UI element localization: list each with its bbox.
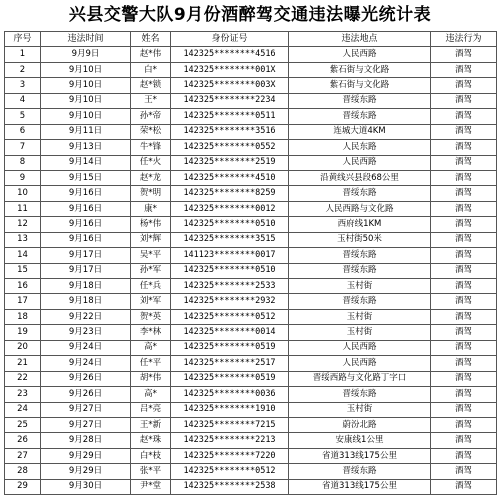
cell-violation: 酒驾 — [431, 47, 497, 62]
cell-index: 25 — [5, 417, 41, 432]
cell-location: 人民西路 — [289, 356, 431, 371]
table-row — [5, 155, 497, 170]
cell-index: 7 — [5, 140, 41, 155]
table-header-row — [5, 32, 497, 47]
cell-index: 12 — [5, 217, 41, 232]
cell-index: 18 — [5, 309, 41, 324]
cell-date: 9月9日 — [41, 47, 131, 62]
cell-location: 连城大道4KM — [289, 124, 431, 139]
cell-id-number: 142325********0510 — [171, 263, 289, 278]
cell-date: 9月30日 — [41, 479, 131, 494]
cell-index: 6 — [5, 124, 41, 139]
cell-date: 9月14日 — [41, 155, 131, 170]
cell-index: 13 — [5, 232, 41, 247]
cell-id-number: 142325********0519 — [171, 340, 289, 355]
cell-name: 李*林 — [131, 325, 171, 340]
cell-id-number: 142325********0014 — [171, 325, 289, 340]
cell-violation: 酒驾 — [431, 140, 497, 155]
cell-id-number: 141123********0017 — [171, 248, 289, 263]
cell-location: 西府线1KM — [289, 217, 431, 232]
cell-index: 10 — [5, 186, 41, 201]
cell-date: 9月18日 — [41, 279, 131, 294]
cell-name: 刘*军 — [131, 294, 171, 309]
cell-date: 9月29日 — [41, 464, 131, 479]
cell-name: 任*火 — [131, 155, 171, 170]
header-violation: 违法行为 — [431, 32, 497, 47]
table-row — [5, 62, 497, 77]
cell-name: 尹*堂 — [131, 479, 171, 494]
table-row — [5, 325, 497, 340]
cell-name: 赵*龙 — [131, 170, 171, 185]
cell-violation: 酒驾 — [431, 402, 497, 417]
cell-location: 玉村街50米 — [289, 232, 431, 247]
cell-index: 23 — [5, 387, 41, 402]
cell-date: 9月10日 — [41, 109, 131, 124]
cell-location: 人民西路与文化路 — [289, 201, 431, 216]
cell-violation: 酒驾 — [431, 186, 497, 201]
cell-violation: 酒驾 — [431, 93, 497, 108]
table-row — [5, 124, 497, 139]
cell-id-number: 142325********7215 — [171, 417, 289, 432]
cell-location: 晋绥东路 — [289, 109, 431, 124]
cell-date: 9月22日 — [41, 309, 131, 324]
cell-violation: 酒驾 — [431, 340, 497, 355]
cell-date: 9月10日 — [41, 62, 131, 77]
table-row — [5, 263, 497, 278]
cell-id-number: 142325********0512 — [171, 309, 289, 324]
cell-violation: 酒驾 — [431, 170, 497, 185]
cell-date: 9月17日 — [41, 248, 131, 263]
cell-id-number: 142325********3516 — [171, 124, 289, 139]
cell-id-number: 142325********0519 — [171, 371, 289, 386]
cell-violation: 酒驾 — [431, 232, 497, 247]
table-row — [5, 248, 497, 263]
table-row — [5, 217, 497, 232]
cell-name: 王* — [131, 93, 171, 108]
table-body — [5, 47, 497, 495]
cell-name: 白* — [131, 62, 171, 77]
table-row — [5, 387, 497, 402]
cell-id-number: 142325********4516 — [171, 47, 289, 62]
cell-date: 9月16日 — [41, 201, 131, 216]
cell-id-number: 142325********0512 — [171, 464, 289, 479]
cell-id-number: 142325********2213 — [171, 433, 289, 448]
cell-name: 孙*军 — [131, 263, 171, 278]
cell-id-number: 142325********8259 — [171, 186, 289, 201]
table-row — [5, 78, 497, 93]
cell-id-number: 142325********3515 — [171, 232, 289, 247]
cell-name: 孙*帝 — [131, 109, 171, 124]
cell-index: 16 — [5, 279, 41, 294]
cell-location: 蔚汾北路 — [289, 417, 431, 432]
cell-name: 任*平 — [131, 356, 171, 371]
cell-date: 9月11日 — [41, 124, 131, 139]
cell-name: 贺*英 — [131, 309, 171, 324]
cell-date: 9月10日 — [41, 78, 131, 93]
cell-violation: 酒驾 — [431, 356, 497, 371]
cell-index: 28 — [5, 464, 41, 479]
cell-index: 19 — [5, 325, 41, 340]
cell-location: 晋绥东路 — [289, 387, 431, 402]
cell-location: 省道313线175公里 — [289, 479, 431, 494]
cell-name: 牛*锋 — [131, 140, 171, 155]
cell-name: 赵*珠 — [131, 433, 171, 448]
table-row — [5, 464, 497, 479]
cell-name: 高* — [131, 340, 171, 355]
table-row — [5, 232, 497, 247]
cell-location: 人民东路 — [289, 140, 431, 155]
table-row — [5, 186, 497, 201]
cell-date: 9月29日 — [41, 448, 131, 463]
cell-location: 晋绥东路 — [289, 294, 431, 309]
cell-violation: 酒驾 — [431, 479, 497, 494]
cell-name: 贺*明 — [131, 186, 171, 201]
cell-name: 高* — [131, 387, 171, 402]
cell-id-number: 142325********0510 — [171, 217, 289, 232]
cell-date: 9月17日 — [41, 263, 131, 278]
table-row — [5, 140, 497, 155]
cell-date: 9月26日 — [41, 387, 131, 402]
cell-violation: 酒驾 — [431, 371, 497, 386]
header-id-number: 身份证号 — [171, 32, 289, 47]
cell-index: 2 — [5, 62, 41, 77]
table-row — [5, 294, 497, 309]
cell-location: 玉村街 — [289, 279, 431, 294]
cell-violation: 酒驾 — [431, 217, 497, 232]
cell-violation: 酒驾 — [431, 309, 497, 324]
cell-index: 15 — [5, 263, 41, 278]
table-row — [5, 417, 497, 432]
cell-index: 3 — [5, 78, 41, 93]
cell-index: 26 — [5, 433, 41, 448]
cell-date: 9月26日 — [41, 371, 131, 386]
cell-violation: 酒驾 — [431, 155, 497, 170]
cell-id-number: 142325********2932 — [171, 294, 289, 309]
cell-location: 晋绥东路 — [289, 464, 431, 479]
cell-date: 9月16日 — [41, 186, 131, 201]
cell-violation: 酒驾 — [431, 78, 497, 93]
cell-location: 玉村街 — [289, 325, 431, 340]
cell-location: 人民西路 — [289, 340, 431, 355]
cell-violation: 酒驾 — [431, 201, 497, 216]
header-date: 违法时间 — [41, 32, 131, 47]
table-row — [5, 279, 497, 294]
cell-date: 9月28日 — [41, 433, 131, 448]
table-row — [5, 479, 497, 494]
cell-index: 9 — [5, 170, 41, 185]
cell-location: 人民西路 — [289, 155, 431, 170]
cell-index: 17 — [5, 294, 41, 309]
table-row — [5, 448, 497, 463]
cell-violation: 酒驾 — [431, 279, 497, 294]
table-row — [5, 201, 497, 216]
cell-location: 玉村街 — [289, 309, 431, 324]
cell-date: 9月16日 — [41, 232, 131, 247]
cell-date: 9月24日 — [41, 356, 131, 371]
cell-date: 9月23日 — [41, 325, 131, 340]
cell-id-number: 142325********7220 — [171, 448, 289, 463]
cell-id-number: 142325********2519 — [171, 155, 289, 170]
cell-date: 9月16日 — [41, 217, 131, 232]
cell-location: 晋绥东路 — [289, 248, 431, 263]
cell-id-number: 142325********0511 — [171, 109, 289, 124]
cell-id-number: 142325********001X — [171, 62, 289, 77]
cell-date: 9月13日 — [41, 140, 131, 155]
cell-name: 张*平 — [131, 464, 171, 479]
cell-location: 紫石街与文化路 — [289, 78, 431, 93]
cell-id-number: 142325********2234 — [171, 93, 289, 108]
cell-index: 14 — [5, 248, 41, 263]
cell-location: 玉村街 — [289, 402, 431, 417]
cell-date: 9月27日 — [41, 402, 131, 417]
cell-location: 沿黄线兴县段68公里 — [289, 170, 431, 185]
cell-id-number: 142325********4510 — [171, 170, 289, 185]
cell-name: 胡*伟 — [131, 371, 171, 386]
cell-id-number: 142325********2533 — [171, 279, 289, 294]
cell-index: 21 — [5, 356, 41, 371]
cell-violation: 酒驾 — [431, 433, 497, 448]
table-row — [5, 309, 497, 324]
cell-date: 9月10日 — [41, 93, 131, 108]
cell-violation: 酒驾 — [431, 417, 497, 432]
cell-id-number: 142325********0036 — [171, 387, 289, 402]
cell-date: 9月24日 — [41, 340, 131, 355]
header-location: 违法地点 — [289, 32, 431, 47]
cell-violation: 酒驾 — [431, 248, 497, 263]
cell-index: 8 — [5, 155, 41, 170]
cell-name: 荣*松 — [131, 124, 171, 139]
cell-location: 安康线1公里 — [289, 433, 431, 448]
table-row — [5, 170, 497, 185]
cell-violation: 酒驾 — [431, 294, 497, 309]
cell-id-number: 142325********2538 — [171, 479, 289, 494]
cell-name: 赵*锁 — [131, 78, 171, 93]
cell-name: 赵*伟 — [131, 47, 171, 62]
cell-id-number: 142325********003X — [171, 78, 289, 93]
cell-violation: 酒驾 — [431, 109, 497, 124]
cell-violation: 酒驾 — [431, 124, 497, 139]
cell-id-number: 142325********0552 — [171, 140, 289, 155]
cell-index: 24 — [5, 402, 41, 417]
table-row — [5, 93, 497, 108]
cell-index: 29 — [5, 479, 41, 494]
cell-name: 白*枝 — [131, 448, 171, 463]
table-row — [5, 402, 497, 417]
cell-index: 4 — [5, 93, 41, 108]
header-index: 序号 — [5, 32, 41, 47]
cell-name: 刘*辉 — [131, 232, 171, 247]
header-name: 姓名 — [131, 32, 171, 47]
cell-date: 9月18日 — [41, 294, 131, 309]
cell-index: 22 — [5, 371, 41, 386]
cell-index: 11 — [5, 201, 41, 216]
cell-name: 康* — [131, 201, 171, 216]
cell-location: 晋绥东路 — [289, 263, 431, 278]
cell-violation: 酒驾 — [431, 325, 497, 340]
table-row — [5, 433, 497, 448]
cell-name: 吕*亮 — [131, 402, 171, 417]
cell-index: 27 — [5, 448, 41, 463]
table-row — [5, 47, 497, 62]
cell-date: 9月27日 — [41, 417, 131, 432]
cell-location: 紫石街与文化路 — [289, 62, 431, 77]
cell-id-number: 142325********2517 — [171, 356, 289, 371]
violations-table — [4, 31, 497, 495]
cell-name: 吴*平 — [131, 248, 171, 263]
cell-name: 王*新 — [131, 417, 171, 432]
cell-violation: 酒驾 — [431, 387, 497, 402]
cell-violation: 酒驾 — [431, 464, 497, 479]
cell-location: 人民西路 — [289, 47, 431, 62]
cell-violation: 酒驾 — [431, 448, 497, 463]
cell-location: 晋绥西路与文化路丁字口 — [289, 371, 431, 386]
cell-index: 20 — [5, 340, 41, 355]
cell-violation: 酒驾 — [431, 263, 497, 278]
cell-location: 晋绥东路 — [289, 186, 431, 201]
cell-name: 杨*伟 — [131, 217, 171, 232]
cell-index: 1 — [5, 47, 41, 62]
table-row — [5, 109, 497, 124]
table-row — [5, 340, 497, 355]
cell-date: 9月15日 — [41, 170, 131, 185]
cell-index: 5 — [5, 109, 41, 124]
cell-location: 晋绥东路 — [289, 93, 431, 108]
page-title: 兴县交警大队9月份酒醉驾交通违法曝光统计表 — [68, 5, 432, 25]
cell-location: 省道313线175公里 — [289, 448, 431, 463]
cell-name: 任*兵 — [131, 279, 171, 294]
cell-id-number: 142325********1910 — [171, 402, 289, 417]
cell-id-number: 142325********0012 — [171, 201, 289, 216]
table-row — [5, 356, 497, 371]
table-row — [5, 371, 497, 386]
cell-violation: 酒驾 — [431, 62, 497, 77]
